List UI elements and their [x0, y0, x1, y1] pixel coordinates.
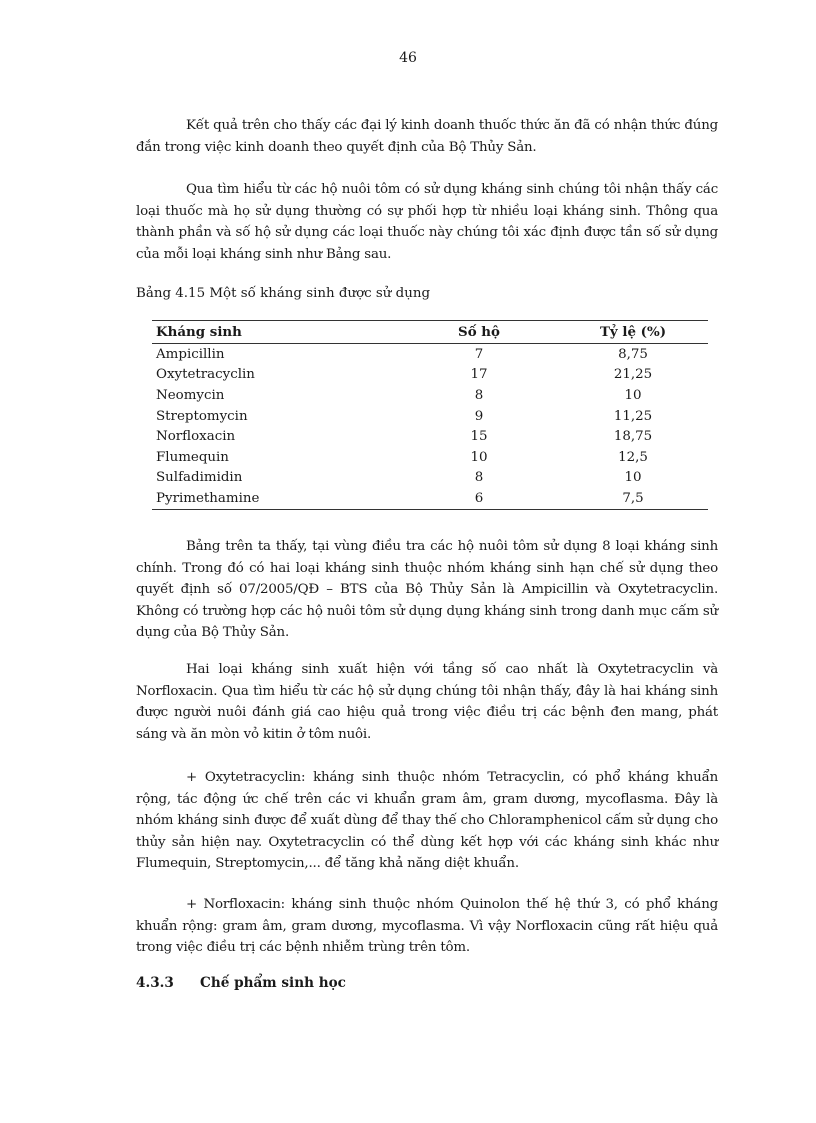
section-title: Chế phẩm sinh học	[200, 975, 346, 991]
paragraph-3: Bảng trên ta thấy, tại vùng điều tra các hộ nuôi tôm sử dụng 8 loại kháng sinh chính. Trong đó có hai loại kháng sinh thuộc nhóm kháng sinh hạn chế sử dụng theo quyết định số 07/2005/QĐ – BTS của Bộ Thủy Sản là Ampicillin và Oxytetracyclin. Không có trường hợp các hộ nuôi tôm sử dụng dụng kháng sinh trong danh mục cấm sử dụng của Bộ Thủy Sản.	[136, 539, 718, 640]
paragraph-6: + Norfloxacin: kháng sinh thuộc nhóm Quinolon thế hệ thứ 3, có phổ kháng khuẩn rộng: gram âm, gram dương, mycoflasma. Vì vậy Norfloxacin cũng rất hiệu quả trong việc điều trị các bệnh nhiễm trùng trên tôm.	[136, 897, 718, 955]
cell-antibiotic: Neomycin	[156, 387, 225, 403]
cell-percentage: 11,25	[613, 408, 653, 424]
section-number: 4.3.3	[136, 975, 174, 991]
cell-households: 15	[470, 429, 488, 445]
table-caption: Bảng 4.15 Một số kháng sinh được sử dụng	[136, 286, 431, 301]
cell-percentage: 18,75	[613, 429, 653, 445]
table-row	[152, 406, 708, 427]
table-row	[152, 344, 708, 365]
cell-antibiotic: Ampicillin	[156, 346, 225, 362]
cell-households: 10	[470, 449, 488, 465]
table-row	[152, 488, 708, 509]
cell-percentage: 21,25	[613, 367, 653, 383]
cell-households: 17	[470, 367, 488, 383]
table-row	[152, 385, 708, 406]
antibiotic-table	[152, 320, 708, 510]
cell-households: 8	[474, 470, 484, 486]
cell-antibiotic: Sulfadimidin	[156, 470, 243, 486]
page-number: 46	[399, 50, 417, 66]
table-header-row	[152, 321, 708, 344]
cell-antibiotic: Streptomycin	[156, 408, 248, 424]
cell-percentage: 8,75	[618, 346, 648, 362]
paragraph-1: Kết quả trên cho thấy các đại lý kinh doanh thuốc thức ăn đã có nhận thức đúng đắn trong việc kinh doanh theo quyết định của Bộ Thủy Sản.	[136, 118, 718, 155]
paragraph-5: + Oxytetracyclin: kháng sinh thuộc nhóm Tetracyclin, có phổ kháng khuẩn rộng, tác động ức chế trên các vi khuẩn gram âm, gram dương, mycoflasma. Đây là nhóm kháng sinh được để xuất dùng để thay thế cho Chloramphenicol cấm sử dụng cho thủy sản hiện nay. Oxytetracyclin có thể dùng kết hợp với các kháng sinh khác như Flumequin, Streptomycin,... để tăng khả năng diệt khuẩn.	[136, 770, 718, 871]
header-percentage: Tỷ lệ (%)	[554, 321, 708, 344]
cell-antibiotic: Norfloxacin	[156, 429, 236, 445]
paragraph-2: Qua tìm hiểu từ các hộ nuôi tôm có sử dụng kháng sinh chúng tôi nhận thấy các loại thuốc mà họ sử dụng thường có sự phối hợp từ nhiều loại kháng sinh. Thông qua thành phần và số hộ sử dụng các loại thuốc này chúng tôi xác định được tần số sử dụng của mỗi loại kháng sinh như Bảng sau.	[136, 182, 718, 262]
cell-antibiotic: Oxytetracyclin	[156, 367, 255, 383]
cell-percentage: 12,5	[618, 449, 648, 465]
table-row	[152, 468, 708, 489]
cell-antibiotic: Flumequin	[156, 449, 229, 465]
header-households: Số hộ	[400, 321, 554, 344]
cell-households: 8	[474, 387, 484, 403]
paragraph-4: Hai loại kháng sinh xuất hiện với tầng số cao nhất là Oxytetracyclin và Norfloxacin. Qua tìm hiểu từ các hộ sử dụng chúng tôi nhận thấy, đây là hai kháng sinh được người nuôi đánh giá cao hiệu quả trong việc điều trị các bệnh đen mang, phát sáng và ăn mòn vỏ kitin ở tôm nuôi.	[136, 662, 718, 742]
cell-antibiotic: Pyrimethamine	[152, 488, 400, 509]
table-row	[152, 426, 708, 447]
cell-households: 7	[474, 346, 484, 362]
table-row	[152, 447, 708, 468]
section-heading	[136, 975, 346, 991]
cell-percentage: 10	[624, 387, 642, 403]
header-antibiotic: Kháng sinh	[152, 321, 400, 344]
cell-households: 9	[474, 408, 484, 424]
table-row	[152, 365, 708, 386]
cell-households: 6	[400, 488, 554, 509]
cell-percentage: 10	[624, 470, 642, 486]
cell-percentage: 7,5	[554, 488, 708, 509]
